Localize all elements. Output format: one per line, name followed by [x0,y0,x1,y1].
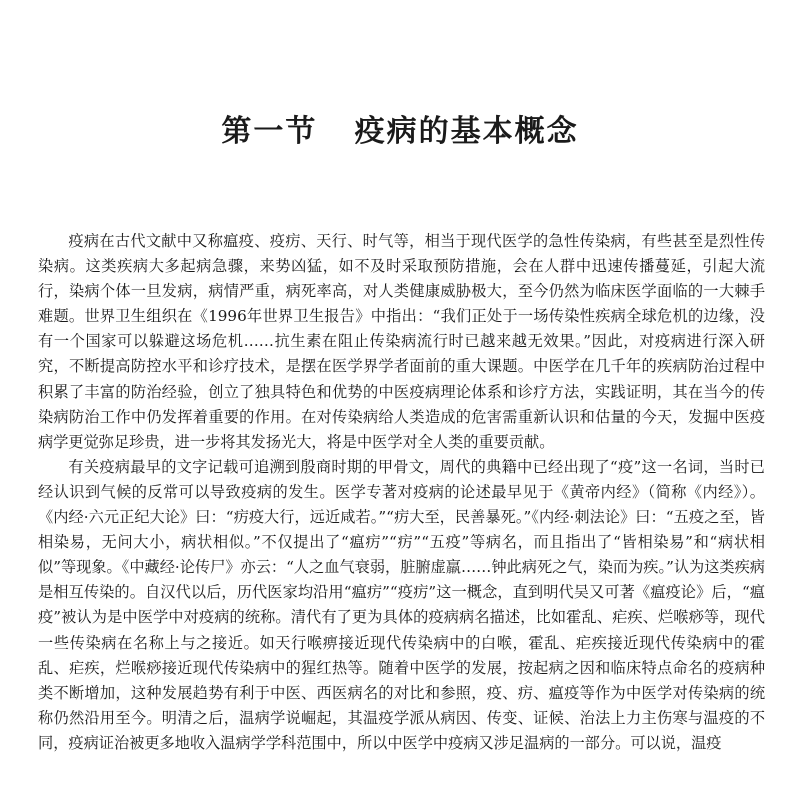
paragraph-2: 有关疫病最早的文字记载可追溯到殷商时期的甲骨文，周代的典籍中已经出现了“疫”这一名词，当时已经认识到气候的反常可以导致疫病的发生。医学专著对疫病的论述最早见于《黄帝内经》（简称《内经》）。《内经·六元正纪大论》曰：“疠疫大行，远近咸若。”“疠大至，民善暴死。”《内经·刺法论》曰：“五疫之至，皆相染易，无问大小，病状相似。”不仅提出了“瘟疠”“疠”“五疫”等病名，而且指出了“皆相染易”和“病状相似”等现象。《中藏经·论传尸》亦云：“人之血气衰弱，脏腑虚羸……钟此病死之气，染而为疾。”认为这类疾病是相互传染的。自汉代以后，历代医家均沿用“瘟疠”“疫疠”这一概念，直到明代吴又可著《瘟疫论》后，“瘟疫”被认为是中医学中对疫病的统称。清代有了更为具体的疫病病名描述，比如霍乱、疟疾、烂喉痧等，现代一些传染病在名称上与之接近。如天行喉痹接近现代传染病中的白喉，霍乱、疟疾接近现代传染病中的霍乱、疟疾，烂喉痧接近现代传染病中的猩红热等。随着中医学的发展，按起病之因和临床特点命名的疫病种类不断增加，这种发展趋势有利于中医、西医病名的对比和参照，疫、疠、瘟疫等作为中医学对传染病的统称仍然沿用至今。明清之后，温病学说崛起，其温疫学派从病因、传变、证候、治法上力主伤寒与温疫的不同，疫病证治被更多地收入温病学学科范围中，所以中医学中疫病又涉足温病的一部分。可以说，温疫 [38,457,765,752]
section-title: 第一节 疫病的基本概念 [221,114,579,149]
paragraph-1: 疫病在古代文献中又称瘟疫、疫疠、天行、时气等，相当于现代医学的急性传染病，有些甚至是烈性传染病。这类疾病大多起病急骤，来势凶猛，如不及时采取预防措施，会在人群中迅速传播蔓延，引起大流行，染病个体一旦发病，病情严重，病死率高，对人类健康威胁极大，至今仍然为临床医学面临的一大棘手难题。世界卫生组织在《1996年世界卫生报告》中指出：“我们正处于一场传染性疾病全球危机的边缘，没有一个国家可以躲避这场危机……抗生素在阻止传染病流行时已越来越无效果。”因此，对疫病进行深入研究，不断提高防控水平和诊疗技术，是摆在医学界学者面前的重大课题。中医学在几千年的疾病防治过程中积累了丰富的防治经验，创立了独具特色和优势的中医疫病理论体系和诊疗方法，实践证明，其在当今的传染病防治工作中仍发挥着重要的作用。在对传染病给人类造成的危害需重新认识和估量的今天，发掘中医疫病学更觉弥足珍贵，进一步将其发扬光大，将是中医学对全人类的重要贡献。 [38,232,765,451]
body-text [38,229,765,756]
